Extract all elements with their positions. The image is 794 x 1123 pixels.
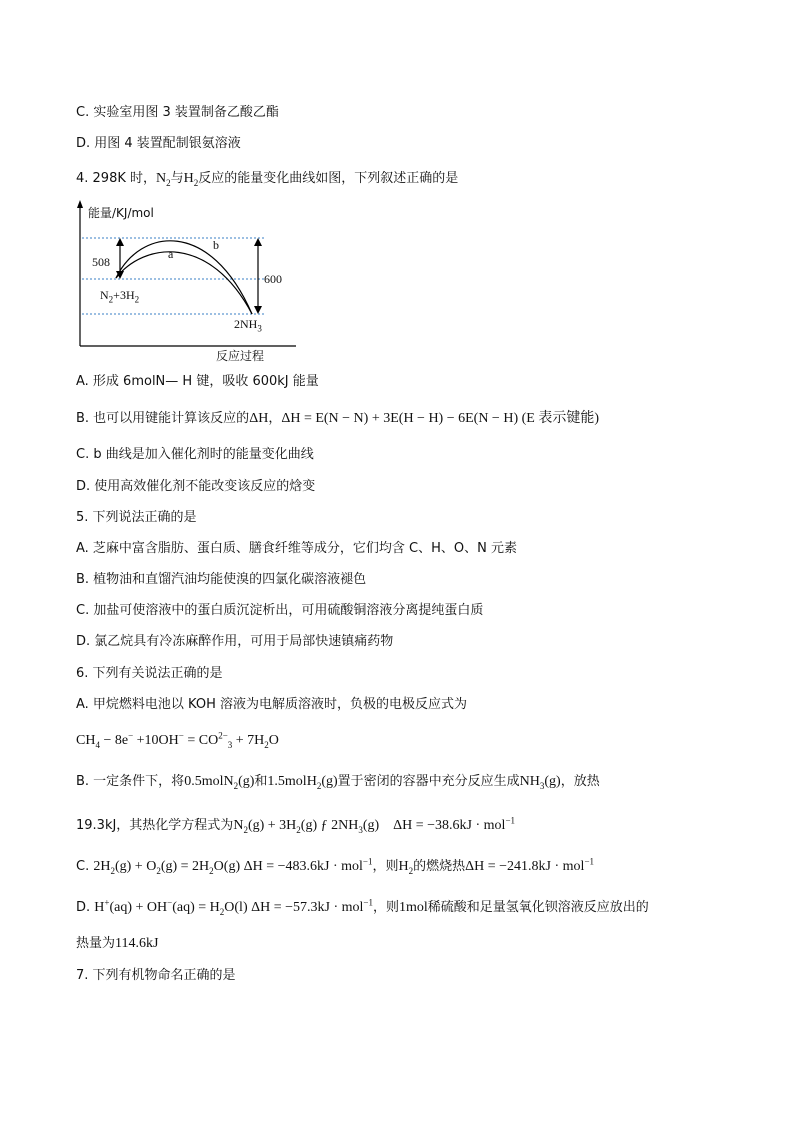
label-products: $2NH_3$ [234,317,262,334]
label-reactants: $N_2+3H_2$ [100,288,140,305]
q6-option-b: B. 一定条件下，将0.5molN$_2$(g)和1.5molH$_2$(g)置于密闭的容器中充分反应生成$NH_3(g)$，放热 [76,774,600,791]
q6-option-c: C. $2H_2(g) + O_2(g) = 2H_2O(g) \Delta H = -483.6kJ \cdot mol^{-1}$，则$H_2$的燃烧热ΔH = −241.8kJ · mol$^{-1}$ [76,856,595,876]
label-508: 508 [92,255,110,269]
arrow-600-head-up [254,238,262,246]
label-curve-b: b [213,238,219,252]
q4-option-b: B. 也可以用键能计算该反应的ΔH，ΔH = E(N − N) + 3E(H − H) − 6E(N − H) (E 表示键能) [76,411,599,426]
energy-diagram [70,198,300,363]
label-curve-a: a [168,247,174,261]
q4-option-a: A. 形成 6molN— H 键，吸收 600kJ 能量 [76,374,319,389]
q6-option-d-line-2: 热量为114.6kJ [76,936,159,951]
option-c-previous: C. 实验室用图 3 装置制备乙酸乙酯 [76,105,279,120]
q5-option-b: B. 植物油和直馏汽油均能使溴的四氯化碳溶液褪色 [76,572,367,587]
q6-option-a-equation: $CH_4 - 8e^- +10OH^- = CO^{2-}_3 + 7H_2O$ [76,730,279,750]
y-axis-arrow [77,200,83,208]
arrow-508-head-up [116,238,124,246]
x-axis-label: 反应过程 [216,349,265,363]
q5-option-d: D. 氯乙烷具有冷冻麻醉作用，可用于局部快速镇痛药物 [76,634,394,649]
question-7-stem: 7. 下列有机物命名正确的是 [76,968,236,983]
curve-a [116,252,252,314]
q5-option-c: C. 加盐可使溶液中的蛋白质沉淀析出，可用硫酸铜溶液分离提纯蛋白质 [76,603,484,618]
question-5-stem: 5. 下列说法正确的是 [76,510,197,525]
question-6-stem: 6. 下列有关说法正确的是 [76,666,223,681]
q4-option-d: D. 使用高效催化剂不能改变该反应的焓变 [76,479,316,494]
q6-option-b-line-2: 19.3kJ，其热化学方程式为$N_2(g) + 3H_2(g)$ ƒ $2NH_3(g)$ ΔH = −38.6kJ · mol$^{-1}$ [76,815,516,835]
q6-option-d: D. $H^+(aq) + OH^-(aq) = H_2O(l) \Delta H = -57.3kJ \cdot mol^{-1}$，则1mol稀硫酸和足量氢氧化钡溶液反应放出的 [76,897,649,917]
arrow-600-head-down [254,306,262,314]
label-600: 600 [264,272,282,286]
question-4-stem: 4. 298K 时，$N_2$与$H_2$反应的能量变化曲线如图，下列叙述正确的是 [76,171,459,188]
option-d-previous: D. 用图 4 装置配制银氨溶液 [76,136,241,151]
q5-option-a: A. 芝麻中富含脂肪、蛋白质、膳食纤维等成分，它们均含 C、H、O、N 元素 [76,541,518,556]
y-axis-label: 能量/KJ/mol [88,206,154,220]
q4-option-c: C. b 曲线是加入催化剂时的能量变化曲线 [76,447,314,462]
q6-option-a: A. 甲烷燃料电池以 KOH 溶液为电解质溶液时，负极的电极反应式为 [76,697,468,712]
